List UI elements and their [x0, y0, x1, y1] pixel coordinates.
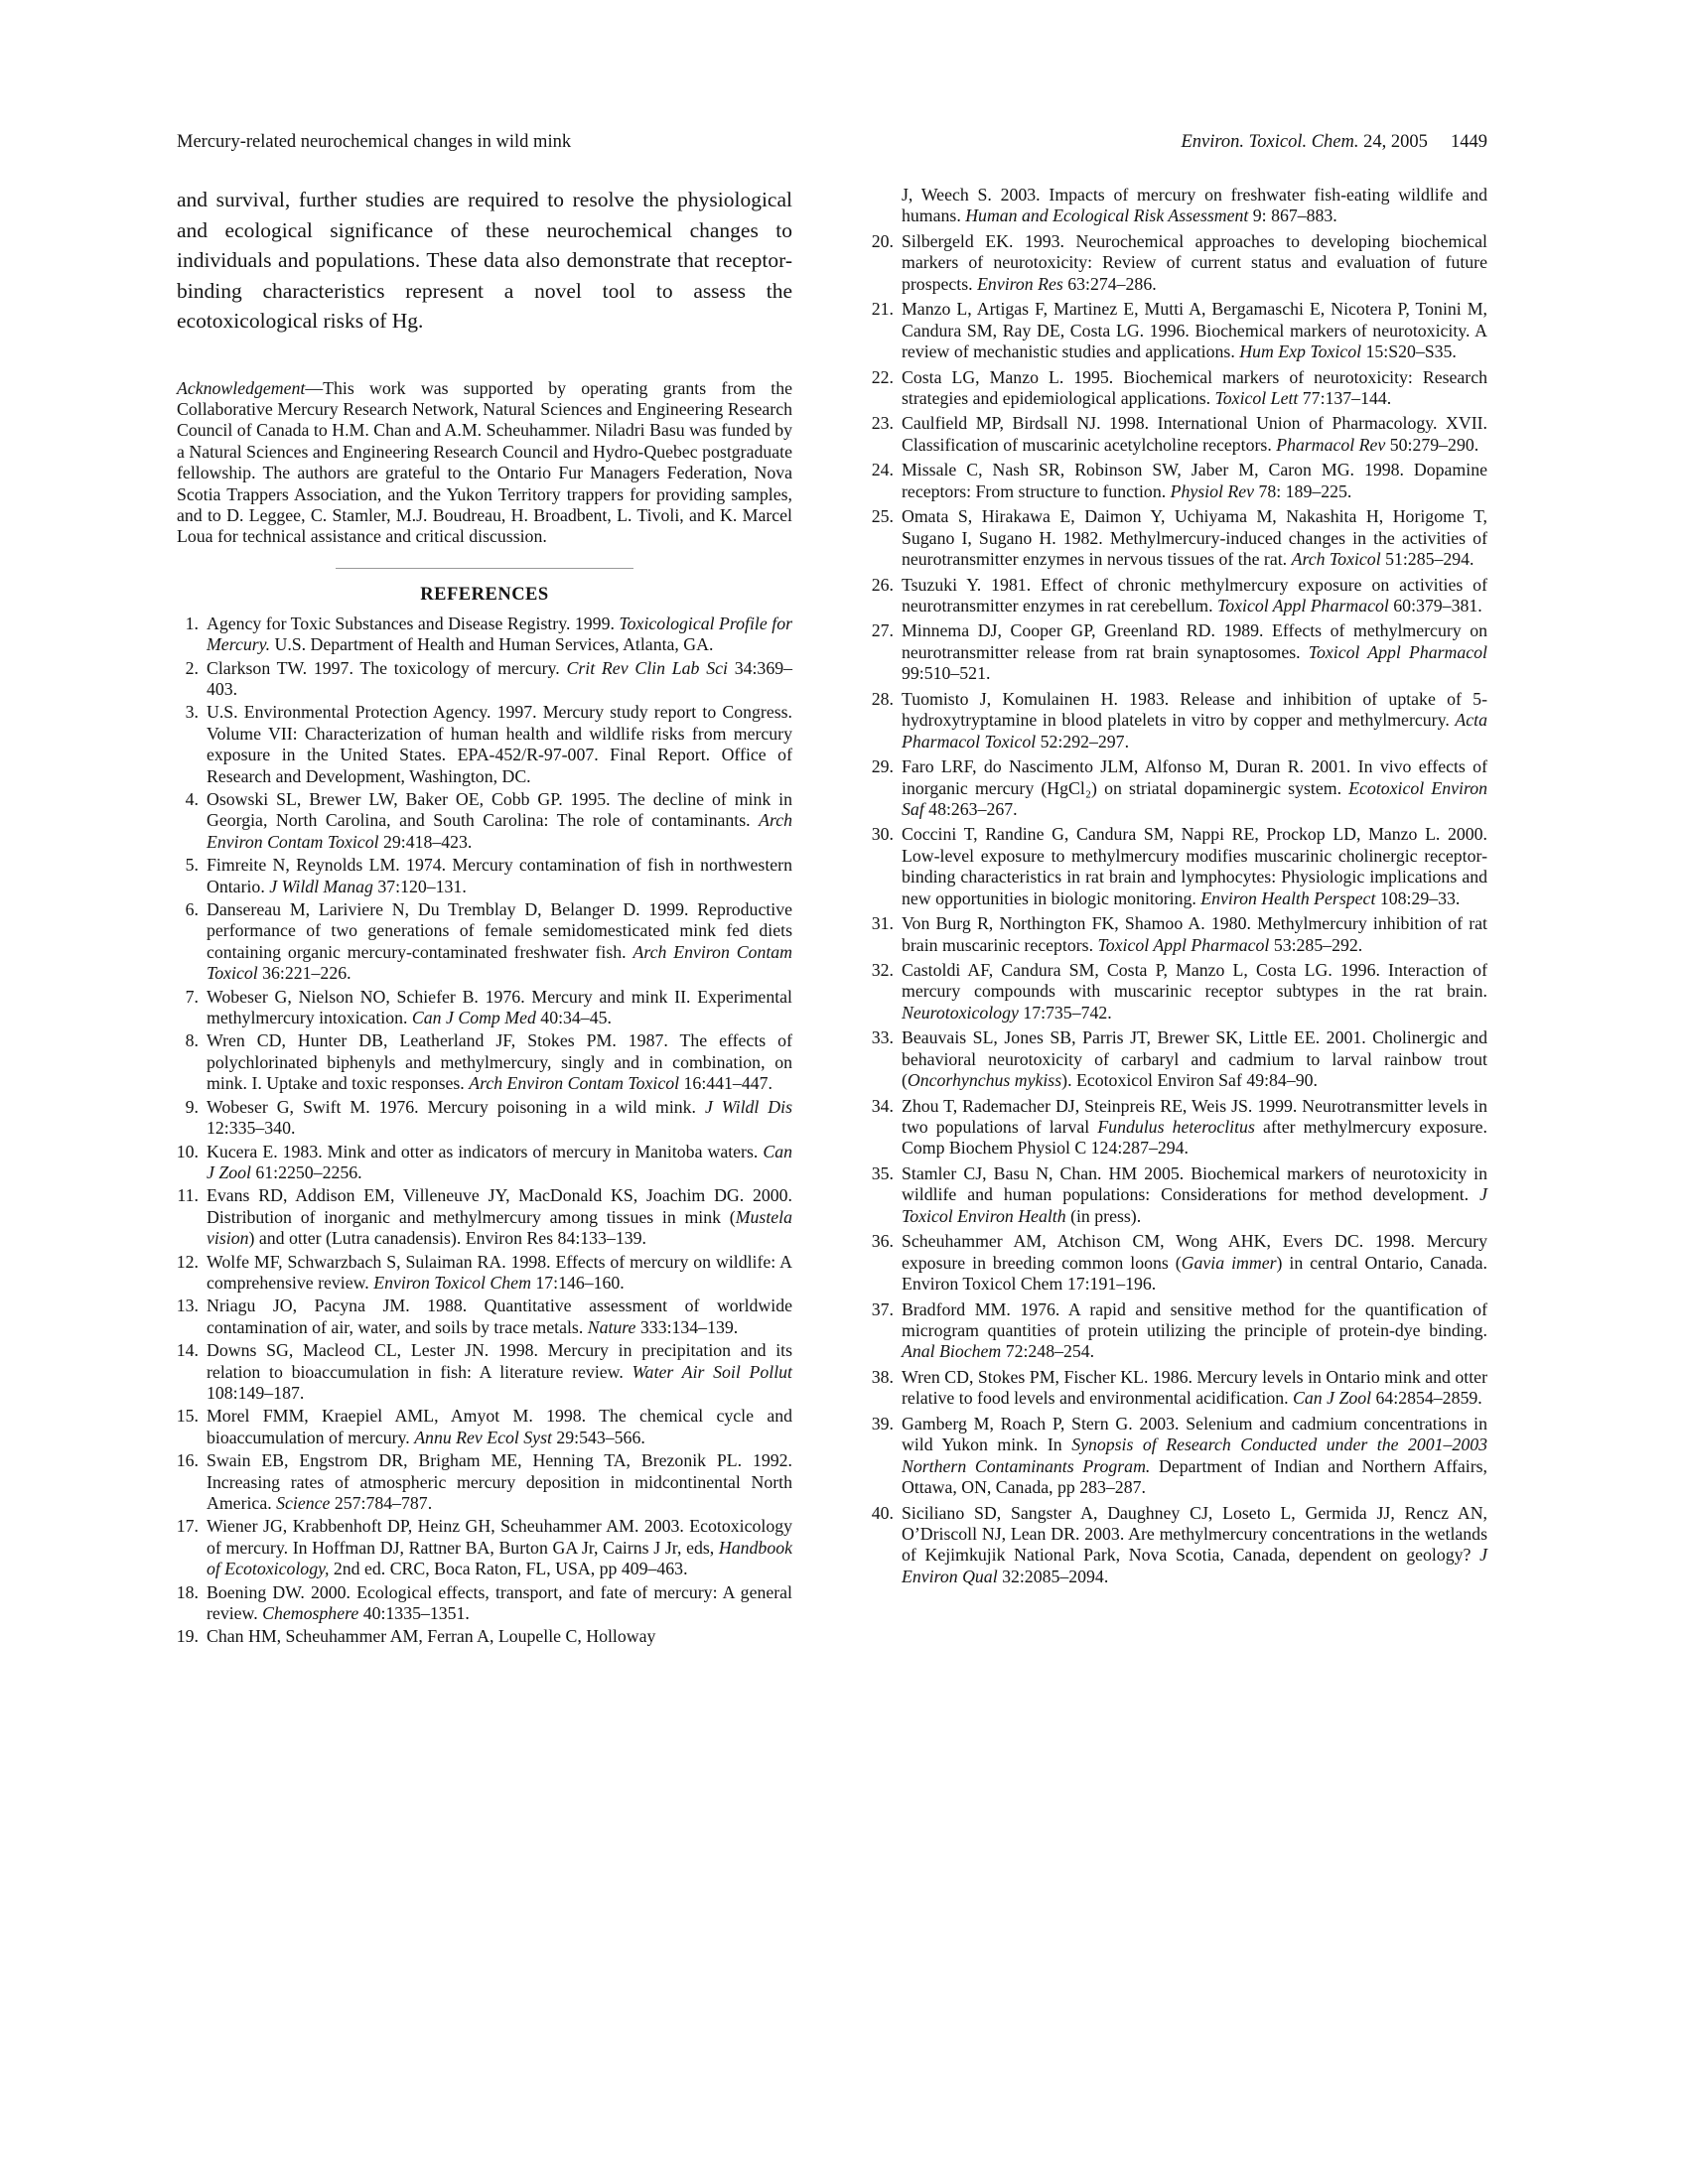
- reference-number: 14.: [176, 1340, 199, 1361]
- volume-year: 24, 2005: [1358, 132, 1428, 152]
- reference-text: Kucera E. 1983. Mink and otter as indicators of mercury in Manitoba waters.: [207, 1141, 764, 1161]
- reference-number: 7.: [185, 986, 199, 1007]
- reference-text: Gamberg M, Roach P, Stern G. 2003. Selenium and cadmium concentrations in wild Yukon mink. In: [902, 1413, 1487, 1455]
- reference-italic: J Toxicol Environ Health: [902, 1184, 1487, 1226]
- reference-number: 39.: [871, 1413, 894, 1433]
- reference-tail: after methylmercury exposure. Comp Biochem Physiol C 124:287–294.: [902, 1117, 1487, 1159]
- reference-italic: Anal Biochem: [902, 1341, 1002, 1362]
- reference-italic: Toxicological Profile for Mercury.: [207, 613, 793, 655]
- reference-italic: Can J Zool: [207, 1141, 792, 1182]
- reference-text: Fimreite N, Reynolds LM. 1974. Mercury contamination of fish in northwestern Ontario.: [207, 855, 792, 896]
- reference-text: Dansereau M, Lariviere N, Du Tremblay D, Belanger D. 1999. Reproductive performance of two generations of female semidomesticated mink fed diets containing organic mercury-contaminated freshwater fish.: [207, 899, 792, 962]
- reference-tail: 51:285–294.: [1380, 549, 1474, 570]
- reference-tail: 77:137–144.: [1298, 387, 1392, 408]
- reference-tail: 29:418–423.: [378, 831, 473, 852]
- journal-citation: [1182, 132, 1488, 153]
- reference-number: 32.: [871, 960, 894, 981]
- reference-item: [872, 1163, 1487, 1227]
- reference-number: 26.: [871, 574, 894, 595]
- reference-italic: Toxicol Appl Pharmacol: [1216, 595, 1389, 615]
- reference-italic: Can J Comp Med: [411, 1008, 536, 1028]
- reference-item: [177, 789, 792, 853]
- reference-item: [177, 1296, 792, 1338]
- reference-item: [872, 1414, 1487, 1499]
- reference-text: Faro LRF, do Nascimento JLM, Alfonso M, Duran R. 2001. In vivo effects of inorganic mercury (HgCl₂) on striatal dopaminergic system.: [902, 756, 1487, 798]
- reference-text: Boening DW. 2000. Ecological effects, transport, and fate of mercury: A general review.: [207, 1581, 792, 1624]
- reference-text: Manzo L, Artigas F, Martinez E, Mutti A, Bergamaschi E, Nicotera P, Tonini M, Candura SM, Ray DE, Costa LG. 1996. Biochemical markers of neurotoxicity. A review of mechanistic studies and applications.: [902, 299, 1487, 362]
- section-divider: [336, 568, 633, 569]
- reference-tail: 333:134–139.: [635, 1316, 739, 1337]
- reference-number: 35.: [871, 1162, 894, 1183]
- reference-number: 4.: [185, 789, 199, 809]
- acknowledgement: [177, 378, 792, 548]
- reference-number: 29.: [871, 756, 894, 777]
- reference-tail: 34:369–403.: [207, 657, 792, 699]
- reference-text: Scheuhammer AM, Atchison CM, Wong AHK, Evers DC. 1998. Mercury exposure in breeding common loons (: [902, 1231, 1487, 1273]
- reference-item: [872, 299, 1487, 362]
- left-column: [177, 185, 792, 1650]
- reference-text: Wobeser G, Nielson NO, Schiefer B. 1976. Mercury and mink II. Experimental methylmercury intoxication.: [207, 986, 792, 1028]
- reference-number: 2.: [185, 657, 199, 678]
- reference-item: [872, 756, 1487, 820]
- reference-text: Coccini T, Randine G, Candura SM, Nappi RE, Prockop LD, Manzo L. 2000. Low-level exposure to methylmercury modifies muscarinic cholinergic receptor-binding characteristics in rat brain and lymphocytes: Physiologic implications and new opportunities in biologic monitoring.: [902, 824, 1487, 908]
- reference-tail: 17:146–160.: [530, 1272, 625, 1293]
- reference-item: [177, 855, 792, 897]
- reference-italic: Arch Toxicol: [1291, 549, 1381, 570]
- reference-italic: Environ Res: [977, 273, 1063, 294]
- reference-item: [872, 689, 1487, 752]
- reference-italic: Can J Zool: [1293, 1388, 1372, 1409]
- reference-italic: Science: [276, 1493, 331, 1513]
- reference-number: 17.: [176, 1516, 199, 1537]
- reference-number: 36.: [871, 1231, 894, 1252]
- reference-item: [177, 987, 792, 1029]
- reference-text: Beauvais SL, Jones SB, Parris JT, Brewer SK, Little EE. 2001. Cholinergic and behavioral neurotoxicity of carbaryl and cadmium to larval rainbow trout (: [902, 1027, 1487, 1091]
- reference-text: Tsuzuki Y. 1981. Effect of chronic methylmercury exposure on activities of neurotransmitter enzymes in rat cerebellum.: [902, 574, 1487, 615]
- reference-tail: (in press).: [1065, 1205, 1142, 1226]
- reference-tail: U.S. Department of Health and Human Services, Atlanta, GA.: [270, 634, 714, 655]
- reference-tail: 16:441–447.: [679, 1073, 772, 1094]
- references-heading: REFERENCES: [420, 584, 549, 605]
- reference-number: 31.: [871, 913, 894, 934]
- reference-italic: Environ Health Perspect: [1200, 887, 1376, 908]
- reference-text: Wolfe MF, Schwarzbach S, Sulaiman RA. 1998. Effects of mercury on wildlife: A comprehensive review.: [207, 1251, 792, 1293]
- reference-tail: 32:2085–2094.: [997, 1566, 1109, 1586]
- running-header: [177, 132, 1487, 160]
- reference-item: [872, 575, 1487, 617]
- reference-number: 10.: [176, 1141, 199, 1161]
- reference-text: Osowski SL, Brewer LW, Baker OE, Cobb GP. 1995. The decline of mink in Georgia, North Carolina, and South Carolina: The role of contaminants.: [207, 789, 792, 831]
- reference-tail: 64:2854–2859.: [1371, 1388, 1482, 1409]
- reference-text: Chan HM, Scheuhammer AM, Ferran A, Loupelle C, Holloway: [207, 1626, 656, 1647]
- reference-item: [872, 620, 1487, 684]
- reference-text: Agency for Toxic Substances and Disease Registry. 1999.: [207, 613, 620, 633]
- reference-tail: 29:543–566.: [551, 1427, 645, 1447]
- reference-text: Downs SG, Macleod CL, Lester JN. 1998. Mercury in precipitation and its relation to bioaccumulation in fish: A literature review.: [207, 1340, 792, 1382]
- reference-tail: 72:248–254.: [1001, 1341, 1095, 1362]
- reference-number: 19.: [176, 1626, 199, 1647]
- reference-italic: Chemosphere: [262, 1603, 359, 1624]
- reference-number: 25.: [871, 506, 894, 527]
- reference-item: [177, 1406, 792, 1448]
- reference-item: [872, 1231, 1487, 1295]
- right-column: [872, 185, 1487, 1591]
- reference-number: 20.: [871, 230, 894, 251]
- reference-number: 3.: [185, 702, 199, 723]
- reference-italic: Crit Rev Clin Lab Sci: [566, 657, 728, 678]
- reference-italic: Arch Environ Contam Toxicol: [207, 810, 792, 852]
- reference-number: 9.: [185, 1096, 199, 1117]
- reference-number: 22.: [871, 366, 894, 387]
- reference-italic: Toxicol Appl Pharmacol: [1308, 641, 1488, 662]
- reference-number: 6.: [185, 899, 199, 920]
- reference-item: [177, 1030, 792, 1094]
- reference-tail: 17:735–742.: [1018, 1002, 1112, 1023]
- reference-italic: Nature: [587, 1316, 636, 1337]
- reference-italic: Gavia immer: [1181, 1252, 1277, 1273]
- reference-italic: Fundulus heteroclitus: [1097, 1117, 1255, 1138]
- reference-italic: J Environ Qual: [902, 1545, 1487, 1586]
- reference-number: 18.: [176, 1581, 199, 1602]
- reference-text: Minnema DJ, Cooper GP, Greenland RD. 1989. Effects of methylmercury on neurotransmitter release from rat brain synaptosomes.: [902, 620, 1487, 662]
- reference-italic: Toxicol Lett: [1214, 387, 1299, 408]
- reference-italic: Annu Rev Ecol Syst: [414, 1427, 552, 1447]
- reference-number: 28.: [871, 688, 894, 709]
- reference-number: 16.: [176, 1450, 199, 1471]
- page-number: 1449: [1451, 132, 1487, 152]
- reference-italic: Environ Toxicol Chem: [373, 1272, 531, 1293]
- reference-tail: 12:335–340.: [207, 1118, 296, 1139]
- reference-item: [177, 1450, 792, 1514]
- reference-italic: Synopsis of Research Conducted under the 2001–2003 Northern Contaminants Program.: [902, 1434, 1487, 1476]
- reference-tail: ) and otter (Lutra canadensis). Environ Res 84:133–139.: [248, 1228, 646, 1249]
- reference-italic: Arch Environ Contam Toxicol: [469, 1073, 680, 1094]
- reference-item: [177, 1097, 792, 1140]
- reference-italic: Physiol Rev: [1170, 480, 1255, 501]
- reference-list-left: [177, 614, 792, 1648]
- reference-tail: 2nd ed. CRC, Boca Raton, FL, USA, pp 409–463.: [329, 1559, 688, 1579]
- reference-item: [177, 1516, 792, 1579]
- reference-item: [177, 702, 792, 787]
- reference-item: [872, 1503, 1487, 1588]
- reference-number: 24.: [871, 460, 894, 480]
- reference-tail: 78: 189–225.: [1254, 480, 1352, 501]
- reference-number: 27.: [871, 620, 894, 641]
- reference-text: Stamler CJ, Basu N, Chan. HM 2005. Biochemical markers of neurotoxicity in wildlife and human populations: Considerations for method development.: [902, 1162, 1487, 1205]
- reference-tail: 63:274–286.: [1062, 273, 1157, 294]
- reference-tail: ). Ecotoxicol Environ Saf 49:84–90.: [1061, 1070, 1318, 1091]
- reference-text: Silbergeld EK. 1993. Neurochemical approaches to developing biochemical markers of neurotoxicity: Review of current status and evaluation of future prospects.: [902, 230, 1487, 294]
- reference-tail: 60:379–381.: [1388, 595, 1482, 615]
- reference-italic: Acta Pharmacol Toxicol: [902, 710, 1487, 751]
- reference-number: 5.: [185, 855, 199, 876]
- reference-item: [177, 1626, 792, 1647]
- reference-text: Caulfield MP, Birdsall NJ. 1998. International Union of Pharmacology. XVII. Classification of muscarinic acetylcholine receptors.: [902, 413, 1487, 455]
- acknowledgement-label: Acknowledgement: [177, 377, 306, 398]
- reference-text: Wobeser G, Swift M. 1976. Mercury poisoning in a wild mink.: [207, 1096, 705, 1117]
- reference-tail: 37:120–131.: [372, 876, 467, 896]
- reference-number: 23.: [871, 413, 894, 434]
- reference-item: [872, 1367, 1487, 1410]
- reference-italic: Water Air Soil Pollut: [632, 1361, 792, 1382]
- reference-item: [872, 960, 1487, 1024]
- reference-item: [872, 824, 1487, 909]
- reference-item: [872, 1027, 1487, 1091]
- reference-tail: ) in central Ontario, Canada. Environ Toxicol Chem 17:191–196.: [902, 1252, 1487, 1295]
- reference-item: [872, 460, 1487, 502]
- reference-number: 21.: [871, 299, 894, 320]
- reference-tail: 50:279–290.: [1385, 434, 1479, 455]
- reference-item: [872, 1096, 1487, 1160]
- reference-text: Wren CD, Hunter DB, Leatherland JF, Stokes PM. 1987. The effects of polychlorinated biphenyls and methylmercury, singly and in combination, on mink. I. Uptake and toxic responses.: [207, 1030, 792, 1094]
- reference-item: [177, 899, 792, 985]
- reference-text: Wren CD, Stokes PM, Fischer KL. 1986. Mercury levels in Ontario mink and otter relative to food levels and environmental acidification.: [902, 1366, 1487, 1409]
- reference-tail: 61:2250–2256.: [250, 1161, 362, 1182]
- reference-tail: 108:149–187.: [207, 1382, 305, 1403]
- reference-text: Costa LG, Manzo L. 1995. Biochemical markers of neurotoxicity: Research strategies and epidemiological applications.: [902, 366, 1487, 408]
- reference-item: [872, 506, 1487, 570]
- reference-text: Wiener JG, Krabbenhoft DP, Heinz GH, Scheuhammer AM. 2003. Ecotoxicology of mercury. In Hoffman DJ, Rattner BA, Burton GA Jr, Cairns J Jr, eds,: [207, 1516, 792, 1558]
- reference-italic: Handbook of Ecotoxicology,: [207, 1537, 792, 1579]
- reference-number: 34.: [871, 1095, 894, 1116]
- reference-number: 12.: [176, 1251, 199, 1272]
- reference-text: Nriagu JO, Pacyna JM. 1988. Quantitative assessment of worldwide contamination of air, water, and soils by trace metals.: [207, 1296, 792, 1337]
- reference-continuation: [872, 185, 1487, 227]
- running-title: Mercury-related neurochemical changes in wild mink: [177, 132, 572, 152]
- reference-item: [872, 913, 1487, 956]
- reference-tail: 257:784–787.: [330, 1493, 433, 1513]
- reference-italic: J Wildl Manag: [269, 876, 373, 896]
- reference-text: Tuomisto J, Komulainen H. 1983. Release and inhibition of uptake of 5-hydroxytryptamine in blood platelets in vitro by copper and methylmercury.: [902, 688, 1487, 731]
- acknowledgement-text: —This work was supported by operating grants from the Collaborative Mercury Research Network, Natural Sciences and Engineering Research Council of Canada to H.M. Chan and A.M. Scheuhammer. Niladri Basu was funded by a Natural Sciences and Engineering Research Council and Hydro-Quebec postgraduate fellowship. The authors are grateful to the Ontario Fur Managers Federation, Nova Scotia Trappers Association, and the Yukon Territory trappers for providing samples, and to D. Leggee, C. Stamler, M.J. Boudreau, H. Broadbent, L. Tivoli, and K. Marcel Loua for technical assistance and critical discussion.: [177, 377, 792, 547]
- reference-number: 37.: [871, 1298, 894, 1319]
- reference-italic: Neurotoxicology: [902, 1002, 1019, 1023]
- reference-number: 8.: [185, 1030, 199, 1051]
- reference-text: Swain EB, Engstrom DR, Brigham ME, Henning TA, Brezonik PL. 1992. Increasing rates of atmospheric mercury deposition in midcontinental North America.: [207, 1450, 792, 1513]
- reference-tail: 40:34–45.: [535, 1008, 612, 1028]
- reference-item: [177, 1252, 792, 1295]
- reference-number: 38.: [871, 1366, 894, 1387]
- ref-journal: Human and Ecological Risk Assessment: [965, 205, 1249, 226]
- reference-tail: 99:510–521.: [902, 663, 991, 684]
- reference-item: [872, 1299, 1487, 1363]
- reference-text: Omata S, Hirakawa E, Daimon Y, Uchiyama M, Nakashita H, Horigome T, Sugano I, Sugano H. 1982. Methylmercury-induced changes in the activities of neurotransmitter enzymes in nervous tissues of the rat.: [902, 506, 1487, 570]
- reference-italic: Arch Environ Contam Toxicol: [207, 941, 793, 984]
- reference-text: Von Burg R, Northington FK, Shamoo A. 1980. Methylmercury inhibition of rat brain muscarinic receptors.: [902, 913, 1487, 955]
- body-paragraph: and survival, further studies are required to resolve the physiological and ecological significance of these neurochemical changes to individuals and populations. These data also demonstrate that receptor-binding characteristics represent a novel tool to assess the ecotoxicological risks of Hg.: [177, 188, 792, 333]
- reference-italic: Pharmacol Rev: [1276, 434, 1386, 455]
- reference-number: 15.: [176, 1406, 199, 1427]
- reference-text: Zhou T, Rademacher DJ, Steinpreis RE, Weis JS. 1999. Neurotransmitter levels in two populations of larval: [902, 1095, 1487, 1138]
- reference-item: [177, 1582, 792, 1625]
- reference-item: [872, 367, 1487, 410]
- ref-volume: 9: 867–883.: [1248, 205, 1337, 226]
- reference-text: Bradford MM. 1976. A rapid and sensitive method for the quantification of microgram quantities of protein utilizing the principle of protein-dye binding.: [902, 1298, 1487, 1340]
- reference-tail: 15:S20–S35.: [1361, 341, 1457, 362]
- reference-text: Missale C, Nash SR, Robinson SW, Jaber M, Caron MG. 1998. Dopamine receptors: From structure to function.: [902, 460, 1487, 501]
- reference-item: [177, 614, 792, 656]
- reference-text: Evans RD, Addison EM, Villeneuve JY, MacDonald KS, Joachim DG. 2000. Distribution of inorganic and methylmercury among tissues in mink (: [207, 1185, 792, 1227]
- reference-text: Morel FMM, Kraepiel AML, Amyot M. 1998. The chemical cycle and bioaccumulation of mercury.: [207, 1406, 792, 1447]
- reference-italic: Hum Exp Toxicol: [1239, 341, 1362, 362]
- journal-name: Environ. Toxicol. Chem.: [1181, 132, 1359, 152]
- reference-tail: 108:29–33.: [1375, 887, 1461, 908]
- reference-item: [177, 1340, 792, 1404]
- reference-number: 40.: [871, 1502, 894, 1523]
- reference-number: 13.: [176, 1296, 199, 1316]
- reference-item: [872, 231, 1487, 295]
- reference-text: Castoldi AF, Candura SM, Costa P, Manzo L, Costa LG. 1996. Interaction of mercury compounds with muscarinic receptor subtypes in the rat brain.: [902, 960, 1487, 1002]
- reference-italic: Ecotoxicol Environ Saf: [902, 777, 1487, 819]
- reference-number: 30.: [871, 824, 894, 845]
- reference-tail: 48:263–267.: [923, 798, 1018, 819]
- reference-item: [177, 1185, 792, 1249]
- reference-tail: Department of Indian and Northern Affairs, Ottawa, ON, Canada, pp 283–287.: [902, 1455, 1487, 1498]
- reference-item: [177, 1142, 792, 1184]
- reference-text: Clarkson TW. 1997. The toxicology of mercury.: [207, 657, 567, 678]
- reference-italic: Mustela vision: [207, 1206, 792, 1249]
- reference-list-right: [872, 231, 1487, 1587]
- reference-text: Siciliano SD, Sangster A, Daughney CJ, Loseto L, Germida JJ, Rencz AN, O’Driscoll NJ, Lean DR. 2003. Are methylmercury concentrations in the wetlands of Kejimkujik National Park, Nova Scotia, Canada, dependent on geology?: [902, 1502, 1487, 1566]
- reference-tail: 52:292–297.: [1036, 731, 1130, 751]
- reference-tail: 36:221–226.: [257, 963, 351, 984]
- ref-text: J, Weech S. 2003. Impacts of mercury on freshwater fish-eating wildlife and humans.: [902, 185, 1487, 226]
- reference-number: 11.: [177, 1185, 199, 1206]
- reference-item: [177, 658, 792, 701]
- reference-italic: Oncorhynchus mykiss: [907, 1070, 1062, 1091]
- reference-item: [872, 413, 1487, 456]
- reference-number: 1.: [185, 613, 199, 633]
- reference-tail: 53:285–292.: [1269, 934, 1363, 955]
- reference-number: 33.: [871, 1027, 894, 1048]
- reference-text: U.S. Environmental Protection Agency. 1997. Mercury study report to Congress. Volume VII: Characterization of human health and wildlife risks from mercury exposure in the United States. EPA-452/R-97-007. Final Report. Office of Research and Development, Washington, DC.: [207, 702, 792, 786]
- reference-tail: 40:1335–1351.: [358, 1603, 470, 1624]
- reference-italic: J Wildl Dis: [704, 1096, 792, 1117]
- reference-italic: Toxicol Appl Pharmacol: [1097, 934, 1270, 955]
